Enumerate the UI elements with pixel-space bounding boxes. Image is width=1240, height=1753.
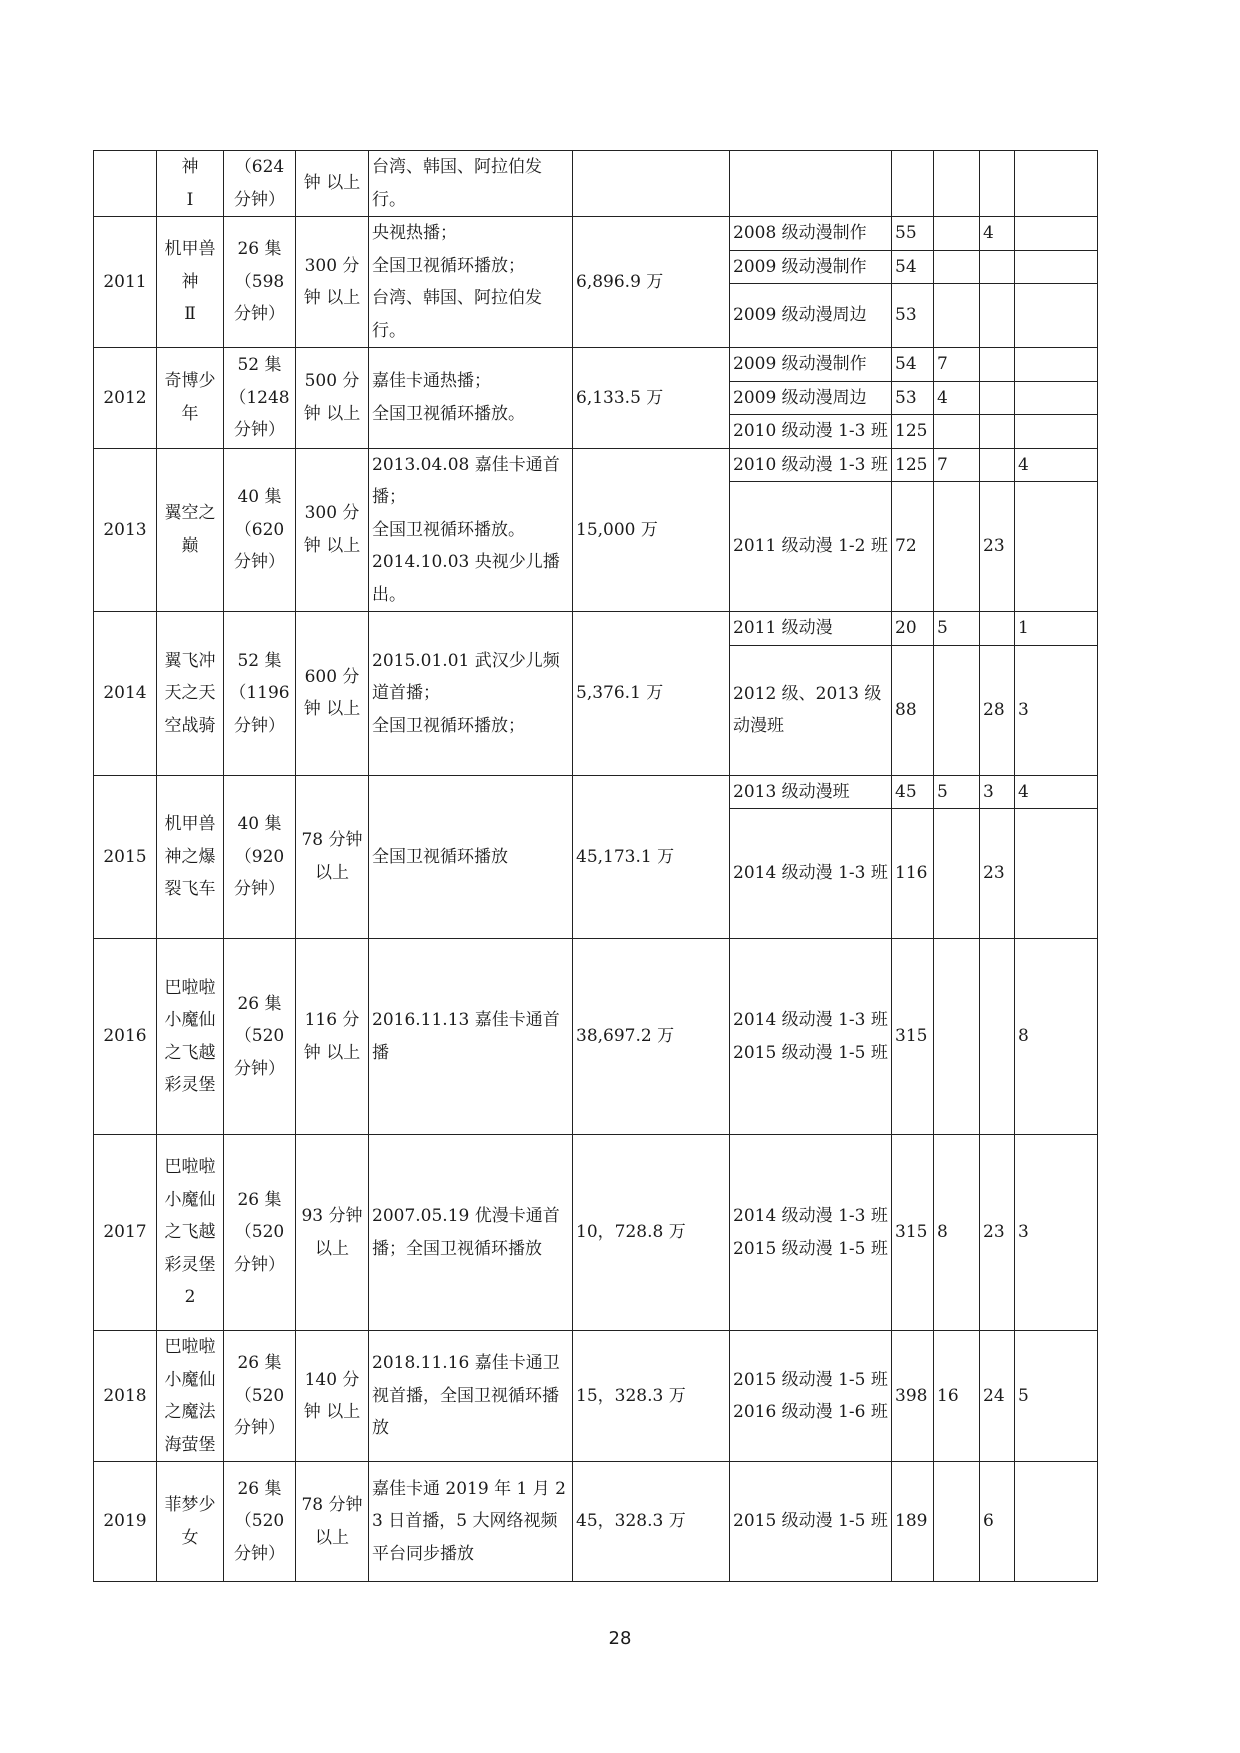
revenue-cell: 5,376.1 万	[573, 612, 730, 776]
title-cell: 神 Ⅰ	[157, 151, 224, 217]
count-d-cell	[1015, 250, 1098, 284]
title-cell: 翼飞冲天之天空战骑	[157, 612, 224, 776]
count-c-cell: 23	[980, 809, 1015, 939]
count-c-cell	[980, 939, 1015, 1135]
count-d-cell: 8	[1015, 939, 1098, 1135]
count-b-cell: 7	[934, 348, 980, 382]
count-b-cell	[934, 250, 980, 284]
broadcast-cell: 台湾、韩国、阿拉伯发行。	[369, 151, 573, 217]
count-b-cell	[934, 1462, 980, 1582]
count-d-cell: 4	[1015, 775, 1098, 809]
count-a-cell: 54	[892, 250, 934, 284]
revenue-cell: 15，328.3 万	[573, 1331, 730, 1462]
broadcast-cell: 嘉佳卡通 2019 年 1 月 23 日首播，5 大网络视频平台同步播放	[369, 1462, 573, 1582]
count-b-cell	[934, 482, 980, 612]
title-cell: 巴啦啦小魔仙之魔法海萤堡	[157, 1331, 224, 1462]
year-cell: 2017	[94, 1135, 157, 1331]
broadcast-cell: 2013.04.08 嘉佳卡通首播； 全国卫视循环播放。 2014.10.03 央视少儿播出。	[369, 448, 573, 612]
table-row	[94, 217, 1098, 251]
table-row	[94, 1135, 1098, 1331]
class-cell: 2009 级动漫周边	[730, 381, 892, 415]
count-b-cell	[934, 151, 980, 217]
broadcast-cell: 2015.01.01 武汉少儿频道首播； 全国卫视循环播放；	[369, 612, 573, 776]
year-cell: 2016	[94, 939, 157, 1135]
episodes-cell: 26 集（520 分钟）	[224, 1462, 296, 1582]
count-c-cell	[980, 250, 1015, 284]
length-cell: 140 分钟 以上	[296, 1331, 369, 1462]
count-c-cell	[980, 284, 1015, 348]
count-d-cell	[1015, 809, 1098, 939]
count-d-cell	[1015, 348, 1098, 382]
table-row	[94, 348, 1098, 382]
class-cell: 2014 级动漫 1-3 班	[730, 809, 892, 939]
count-b-cell	[934, 645, 980, 775]
class-cell: 2009 级动漫制作	[730, 348, 892, 382]
count-b-cell	[934, 284, 980, 348]
class-cell: 2015 级动漫 1-5 班	[730, 1462, 892, 1582]
class-cell: 2009 级动漫周边	[730, 284, 892, 348]
count-d-cell	[1015, 381, 1098, 415]
year-cell	[94, 151, 157, 217]
count-b-cell: 7	[934, 448, 980, 482]
count-b-cell	[934, 415, 980, 449]
count-b-cell: 16	[934, 1331, 980, 1462]
page-number: 28	[608, 1628, 632, 1649]
count-d-cell: 4	[1015, 448, 1098, 482]
table-row	[94, 448, 1098, 482]
count-c-cell	[980, 612, 1015, 646]
broadcast-cell: 2007.05.19 优漫卡通首播；全国卫视循环播放	[369, 1135, 573, 1331]
count-c-cell: 6	[980, 1462, 1015, 1582]
revenue-cell: 38,697.2 万	[573, 939, 730, 1135]
count-c-cell	[980, 348, 1015, 382]
title-cell: 巴啦啦小魔仙之飞越彩灵堡 2	[157, 1135, 224, 1331]
episodes-cell: 52 集（1248 分钟）	[224, 348, 296, 449]
count-c-cell: 4	[980, 217, 1015, 251]
length-cell: 钟 以上	[296, 151, 369, 217]
broadcast-cell: 2018.11.16 嘉佳卡通卫视首播，全国卫视循环播放	[369, 1331, 573, 1462]
episodes-cell: 40 集（620 分钟）	[224, 448, 296, 612]
count-b-cell: 4	[934, 381, 980, 415]
count-d-cell: 3	[1015, 645, 1098, 775]
table-row	[94, 612, 1098, 646]
year-cell: 2011	[94, 217, 157, 348]
count-b-cell	[934, 217, 980, 251]
count-c-cell	[980, 381, 1015, 415]
count-d-cell	[1015, 482, 1098, 612]
count-b-cell	[934, 939, 980, 1135]
table-row	[94, 939, 1098, 1135]
count-d-cell: 5	[1015, 1331, 1098, 1462]
broadcast-cell: 全国卫视循环播放	[369, 775, 573, 939]
episodes-cell: 26 集（520 分钟）	[224, 1135, 296, 1331]
table-row	[94, 775, 1098, 809]
title-cell: 巴啦啦小魔仙之飞越彩灵堡	[157, 939, 224, 1135]
episodes-cell: （624 分钟）	[224, 151, 296, 217]
count-a-cell: 189	[892, 1462, 934, 1582]
length-cell: 78 分钟以上	[296, 775, 369, 939]
count-d-cell	[1015, 415, 1098, 449]
revenue-cell: 45，328.3 万	[573, 1462, 730, 1582]
class-cell: 2012 级、2013 级动漫班	[730, 645, 892, 775]
class-cell: 2014 级动漫 1-3 班 2015 级动漫 1-5 班	[730, 1135, 892, 1331]
year-cell: 2018	[94, 1331, 157, 1462]
class-cell: 2008 级动漫制作	[730, 217, 892, 251]
broadcast-cell: 嘉佳卡通热播； 全国卫视循环播放。	[369, 348, 573, 449]
production-table	[93, 150, 1098, 1582]
episodes-cell: 40 集（920 分钟）	[224, 775, 296, 939]
count-b-cell: 5	[934, 775, 980, 809]
revenue-cell: 45,173.1 万	[573, 775, 730, 939]
episodes-cell: 52 集（1196 分钟）	[224, 612, 296, 776]
count-c-cell: 3	[980, 775, 1015, 809]
count-c-cell: 28	[980, 645, 1015, 775]
count-b-cell	[934, 809, 980, 939]
title-cell: 翼空之巅	[157, 448, 224, 612]
count-a-cell: 54	[892, 348, 934, 382]
table-row	[94, 1462, 1098, 1582]
revenue-cell: 6,133.5 万	[573, 348, 730, 449]
length-cell: 500 分钟 以上	[296, 348, 369, 449]
title-cell: 机甲兽神之爆裂飞车	[157, 775, 224, 939]
table-row	[94, 1331, 1098, 1462]
count-d-cell	[1015, 151, 1098, 217]
episodes-cell: 26 集（520 分钟）	[224, 939, 296, 1135]
count-a-cell: 125	[892, 415, 934, 449]
count-a-cell: 53	[892, 284, 934, 348]
length-cell: 78 分钟以上	[296, 1462, 369, 1582]
length-cell: 93 分钟 以上	[296, 1135, 369, 1331]
count-a-cell: 45	[892, 775, 934, 809]
count-a-cell: 116	[892, 809, 934, 939]
count-c-cell	[980, 448, 1015, 482]
count-c-cell: 23	[980, 482, 1015, 612]
title-cell: 奇博少年	[157, 348, 224, 449]
year-cell: 2014	[94, 612, 157, 776]
count-a-cell: 72	[892, 482, 934, 612]
count-d-cell: 3	[1015, 1135, 1098, 1331]
class-cell: 2013 级动漫班	[730, 775, 892, 809]
length-cell: 116 分钟 以上	[296, 939, 369, 1135]
count-d-cell	[1015, 1462, 1098, 1582]
count-c-cell	[980, 415, 1015, 449]
count-a-cell: 55	[892, 217, 934, 251]
episodes-cell: 26 集（520 分钟）	[224, 1331, 296, 1462]
count-a-cell: 88	[892, 645, 934, 775]
year-cell: 2019	[94, 1462, 157, 1582]
year-cell: 2013	[94, 448, 157, 612]
count-a-cell: 315	[892, 939, 934, 1135]
broadcast-cell: 2016.11.13 嘉佳卡通首播	[369, 939, 573, 1135]
year-cell: 2015	[94, 775, 157, 939]
count-b-cell: 5	[934, 612, 980, 646]
revenue-cell: 6,896.9 万	[573, 217, 730, 348]
count-c-cell: 23	[980, 1135, 1015, 1331]
class-cell: 2011 级动漫 1-2 班	[730, 482, 892, 612]
count-a-cell: 315	[892, 1135, 934, 1331]
count-a-cell	[892, 151, 934, 217]
class-cell: 2014 级动漫 1-3 班 2015 级动漫 1-5 班	[730, 939, 892, 1135]
class-cell: 2010 级动漫 1-3 班	[730, 448, 892, 482]
title-cell: 机甲兽神 Ⅱ	[157, 217, 224, 348]
count-b-cell: 8	[934, 1135, 980, 1331]
broadcast-cell: 央视热播； 全国卫视循环播放； 台湾、韩国、阿拉伯发行。	[369, 217, 573, 348]
class-cell	[730, 151, 892, 217]
class-cell: 2011 级动漫	[730, 612, 892, 646]
class-cell: 2010 级动漫 1-3 班	[730, 415, 892, 449]
revenue-cell: 10，728.8 万	[573, 1135, 730, 1331]
class-cell: 2009 级动漫制作	[730, 250, 892, 284]
count-a-cell: 53	[892, 381, 934, 415]
class-cell: 2015 级动漫 1-5 班 2016 级动漫 1-6 班	[730, 1331, 892, 1462]
title-cell: 菲梦少女	[157, 1462, 224, 1582]
count-c-cell: 24	[980, 1331, 1015, 1462]
table-row	[94, 151, 1098, 217]
count-a-cell: 398	[892, 1331, 934, 1462]
length-cell: 300 分钟 以上	[296, 217, 369, 348]
length-cell: 300 分钟 以上	[296, 448, 369, 612]
count-a-cell: 20	[892, 612, 934, 646]
revenue-cell	[573, 151, 730, 217]
count-a-cell: 125	[892, 448, 934, 482]
count-d-cell	[1015, 217, 1098, 251]
length-cell: 600 分钟 以上	[296, 612, 369, 776]
episodes-cell: 26 集（598 分钟）	[224, 217, 296, 348]
revenue-cell: 15,000 万	[573, 448, 730, 612]
count-d-cell	[1015, 284, 1098, 348]
count-c-cell	[980, 151, 1015, 217]
year-cell: 2012	[94, 348, 157, 449]
count-d-cell: 1	[1015, 612, 1098, 646]
